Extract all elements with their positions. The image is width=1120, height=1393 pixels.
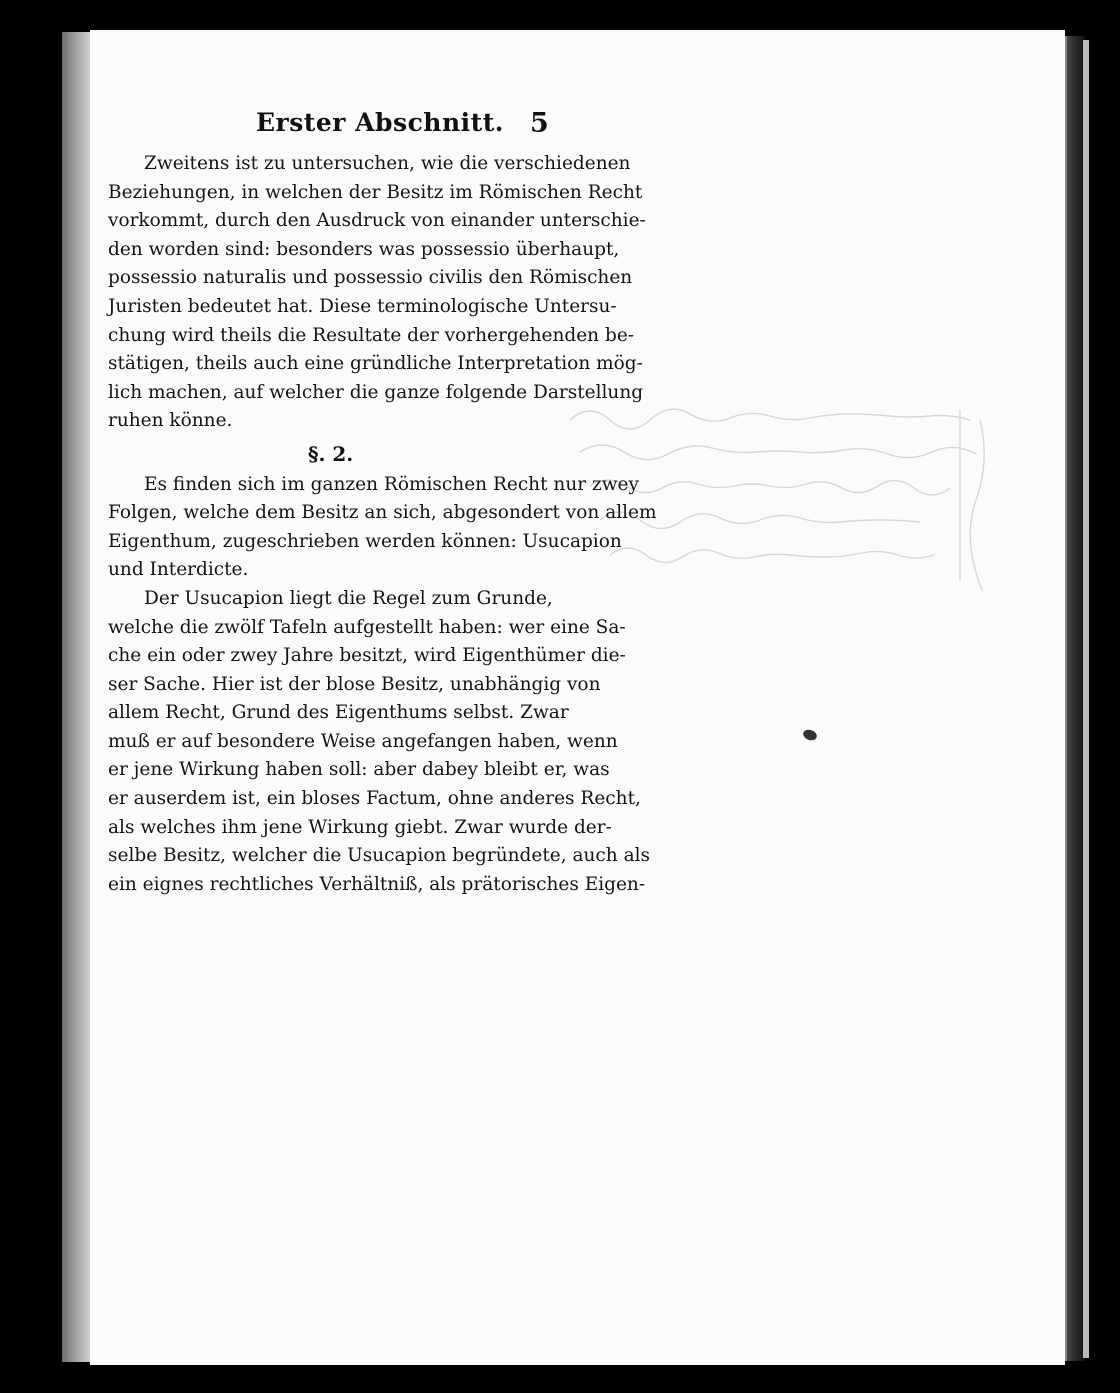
body-text <box>108 150 657 899</box>
text-line: als welches ihm jene Wirkung giebt. Zwar wurde der- <box>108 816 612 838</box>
text-line: allem Recht, Grund des Eigenthums selbst. Zwar <box>108 702 569 724</box>
text-line: Folgen, welche dem Besitz an sich, abgesondert von allem <box>108 502 657 524</box>
text-line: und Interdicte. <box>108 559 249 581</box>
section-heading: §. 2. <box>308 441 354 466</box>
text-line: Juristen bedeutet hat. Diese terminologische Untersu- <box>108 295 617 317</box>
text-line: selbe Besitz, welcher die Usucapion begründete, auch als <box>108 845 651 867</box>
book-spine-edge <box>62 32 90 1362</box>
text-line: welche die zwölf Tafeln aufgestellt haben: wer eine Sa- <box>108 616 626 638</box>
text-line: Beziehungen, in welchen der Besitz im Römischen Recht <box>108 181 643 203</box>
text-line: Es finden sich im ganzen Römischen Recht nur zwey <box>144 473 639 495</box>
text-line: ser Sache. Hier ist der blose Besitz, unabhängig von <box>108 673 601 695</box>
page-edge-strip <box>1083 40 1089 1358</box>
show-through-handwriting <box>560 390 1030 610</box>
text-line: ruhen könne. <box>108 410 233 432</box>
text-line: er jene Wirkung haben soll: aber dabey bleibt er, was <box>108 759 610 781</box>
text-line: che ein oder zwey Jahre besitzt, wird Eigenthümer die- <box>108 645 626 667</box>
page-right-edge <box>1065 36 1085 1361</box>
text-line: chung wird theils die Resultate der vorhergehenden be- <box>108 324 635 346</box>
running-head: Erster Abschnitt. <box>256 108 504 137</box>
text-line: den worden sind: besonders was possessio überhaupt, <box>108 238 620 260</box>
text-line: muß er auf besondere Weise angefangen haben, wenn <box>108 730 618 752</box>
text-line: possessio naturalis und possessio civilis den Römischen <box>108 267 633 289</box>
text-line: ein eignes rechtliches Verhältniß, als prätorisches Eigen- <box>108 873 646 895</box>
text-line: er auserdem ist, ein bloses Factum, ohne anderes Recht, <box>108 788 641 810</box>
page-number: 5 <box>530 108 549 139</box>
text-line: Eigenthum, zugeschrieben werden können: Usucapion <box>108 530 622 552</box>
text-line: Zweitens ist zu untersuchen, wie die verschiedenen <box>144 153 631 174</box>
text-line: stätigen, theils auch eine gründliche Interpretation mög- <box>108 353 643 375</box>
text-line: Der Usucapion liegt die Regel zum Grunde, <box>144 587 553 609</box>
text-line: lich machen, auf welcher die ganze folgende Darstellung <box>108 381 644 403</box>
text-line: vorkommt, durch den Ausdruck von einander unterschie- <box>108 210 646 232</box>
